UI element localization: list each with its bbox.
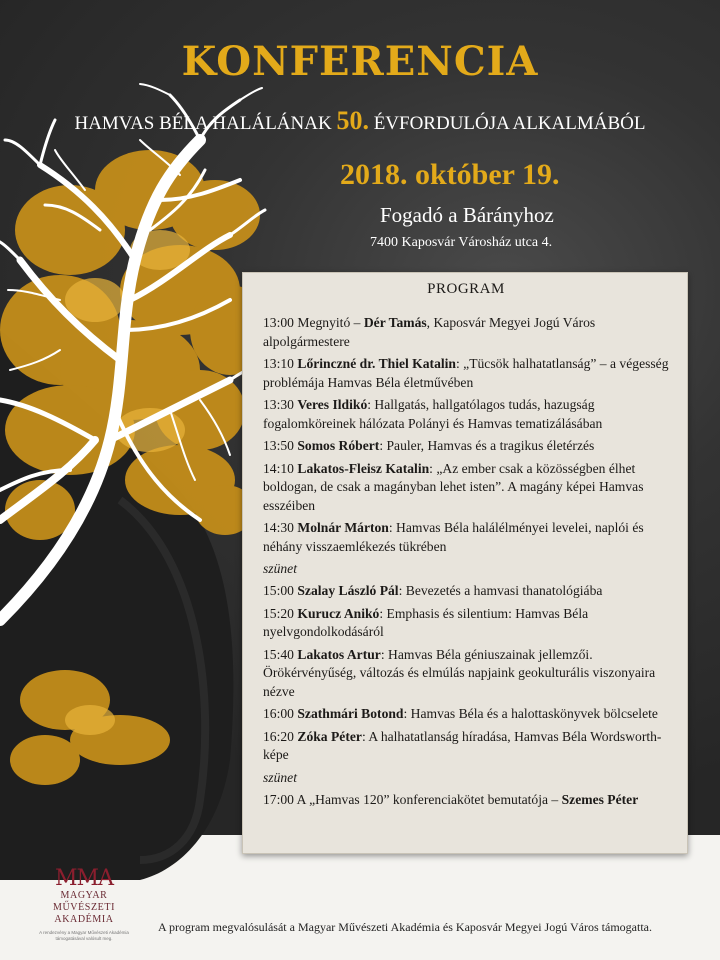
- break-label: szünet: [263, 769, 297, 785]
- subtitle-before: HAMVAS BÉLA HALÁLÁNAK: [74, 113, 332, 134]
- program-item: 15:40 Lakatos Artur: Hamvas Béla géniuszainak jellemzői. Örökérvényűség, változás és elmúlás napjaink geokulturális viszonyaira nézve: [263, 646, 656, 699]
- program-item: 13:30 Veres Ildikó: Hallgatás, hallgatólagos tudás, hazugság fogalomköreinek hálózata Polányi és Hamvas tematizálásában: [263, 397, 603, 431]
- anniversary-number: 50.: [336, 106, 369, 135]
- sponsor-footer: A program megvalósulását a Magyar Művészeti Akadémia és Kaposvár Megyei Jogú Város támogatta.: [158, 920, 652, 934]
- event-date: 2018. október 19.: [340, 158, 560, 191]
- mma-logo: [28, 868, 140, 942]
- program-item: 15:00 Szalay László Pál: Bevezetés a hamvasi thanatológiába: [263, 583, 603, 598]
- mma-logo-line1: MAGYAR MŰVÉSZETI: [52, 890, 116, 913]
- mma-logo-line2: AKADÉMIA: [54, 914, 114, 925]
- subtitle-after: ÉVFORDULÓJA ALKALMÁBÓL: [373, 113, 646, 134]
- event-address: 7400 Kaposvár Városház utca 4.: [370, 235, 553, 250]
- program-panel: [242, 272, 688, 854]
- program-heading: PROGRAM: [427, 281, 505, 297]
- program-item-final: 17:00 A „Hamvas 120” konferenciakötet bemutatója – Szemes Péter: [263, 791, 639, 807]
- conference-subtitle: [40, 106, 680, 136]
- break-label: szünet: [263, 561, 297, 576]
- program-item: 13:50 Somos Róbert: Pauler, Hamvas és a tragikus életérzés: [263, 438, 595, 453]
- program-item: 16:00 Szathmári Botond: Hamvas Béla és a halottaskönyvek bölcselete: [263, 706, 658, 721]
- program-item: 14:10 Lakatos-Fleisz Katalin: „Az ember csak a közösségben élhet boldogan, de csak a magányban lehet isten”. A magány képei Hamvas esszéiben: [263, 460, 644, 513]
- program-item: 15:20 Kurucz Anikó: Emphasis és silentium: Hamvas Béla nyelvgondolkodásáról: [263, 605, 589, 639]
- conference-title: KONFERENCIA: [181, 38, 539, 85]
- program-item: 13:10 Lőrinczné dr. Thiel Katalin: „Tücsök halhatatlanság” – a végesség problémája Hamvas Béla életművében: [263, 356, 669, 390]
- program-item: 13:00 Megnyitó – Dér Tamás, Kaposvár Megyei Jogú Város alpolgármestere: [263, 315, 596, 349]
- program-item: 14:30 Molnár Márton: Hamvas Béla halálélményei levelei, naplói és néhány visszaemlékezés tükrében: [263, 520, 644, 554]
- mma-logo-mark: MMA: [55, 866, 113, 891]
- mma-logo-note: A rendezvény a Magyar Művészeti Akadémia támogatásával valósult meg.: [39, 930, 129, 941]
- event-venue: Fogadó a Bárányhoz: [380, 203, 554, 227]
- program-item: 16:20 Zóka Péter: A halhatatlanság híradása, Hamvas Béla Wordsworth-képe: [263, 728, 662, 762]
